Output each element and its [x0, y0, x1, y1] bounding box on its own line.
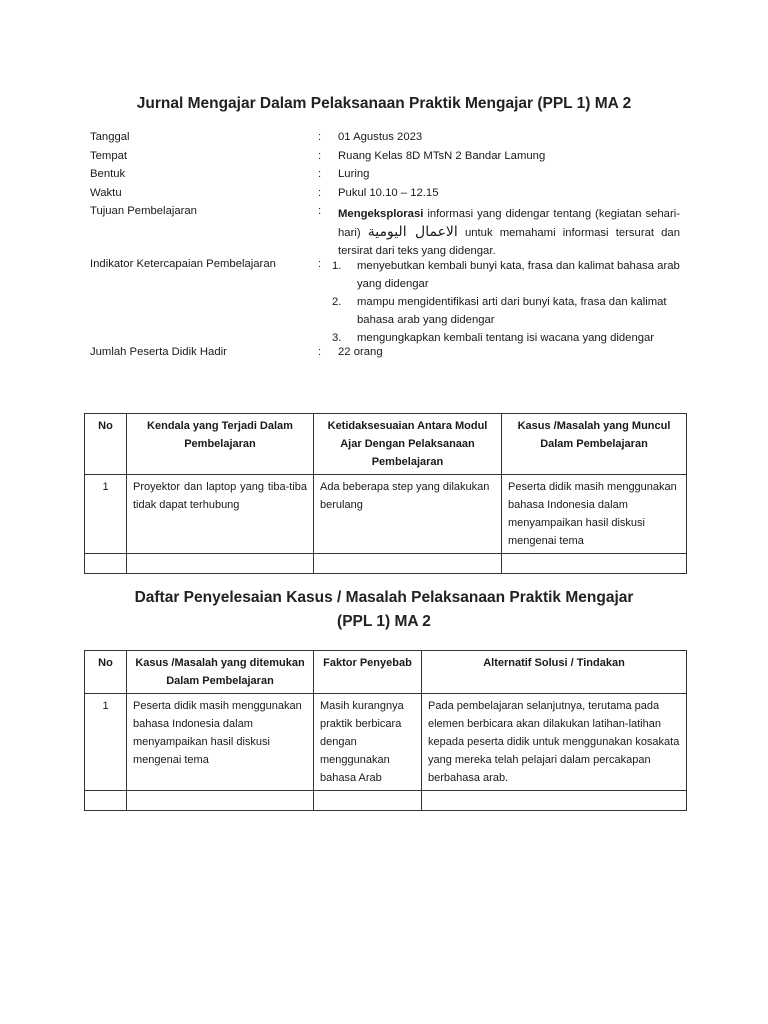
header-solusi: Alternatif Solusi / Tindakan: [422, 651, 687, 694]
colon: :: [318, 205, 322, 217]
colon: :: [318, 150, 322, 162]
item-text: mengungkapkan kembali tentang isi wacana yang didengar: [357, 332, 655, 344]
waktu-value: Pukul 10.10 – 12.15: [338, 187, 439, 199]
tujuan-part1: informasi yang didengar tentang (kegiatan sehari-hari): [338, 208, 680, 239]
cell-empty: [85, 554, 127, 574]
cell-ketidaksesuaian: Ada beberapa step yang dilakukan berulang: [314, 475, 502, 554]
table-row: [85, 694, 687, 791]
cell-no: 1: [85, 475, 127, 554]
indikator-label: Indikator Ketercapaian Pembelajaran: [90, 258, 276, 270]
colon: :: [318, 258, 322, 270]
cell-kasus: Peserta didik masih menggunakan bahasa Indonesia dalam menyampaikan hasil diskusi mengenai tema: [127, 694, 314, 791]
header-kasus: Kasus /Masalah yang ditemukan Dalam Pembelajaran: [127, 651, 314, 694]
kendala-table: [84, 413, 687, 574]
colon: :: [318, 187, 322, 199]
item-number: 1.: [332, 260, 342, 272]
tempat-label: Tempat: [90, 150, 128, 162]
journal-title: Jurnal Mengajar Dalam Pelaksanaan Praktik Mengajar (PPL 1) MA 2: [136, 95, 632, 112]
header-faktor: Faktor Penyebab: [314, 651, 422, 694]
cell-faktor: Masih kurangnya praktik berbicara dengan menggunakan bahasa Arab: [314, 694, 422, 791]
tujuan-part2: untuk memahami informasi tersurat dan tersirat dari teks yang didengar.: [338, 227, 680, 257]
list-item: [332, 258, 680, 293]
item-number: 3.: [332, 332, 342, 344]
colon: :: [318, 131, 322, 143]
table-row: [85, 475, 687, 554]
colon: :: [318, 168, 322, 180]
tujuan-bold: Mengeksplorasi: [338, 208, 424, 220]
item-text: menyebutkan kembali bunyi kata, frasa dan kalimat bahasa arab yang didengar: [357, 260, 680, 290]
solution-title-line2: (PPL 1) MA 2: [337, 613, 431, 630]
header-ketidaksesuaian: Ketidaksesuaian Antara Modul Ajar Dengan Pelaksanaan Pembelajaran: [314, 414, 502, 475]
solution-title-line1: Daftar Penyelesaian Kasus / Masalah Pelaksanaan Praktik Mengajar: [134, 589, 634, 606]
header-text: Kendala yang Terjadi Dalam Pembelajaran: [147, 420, 293, 450]
table-row-empty: [85, 554, 687, 574]
table-header-row: [85, 651, 687, 694]
cell-no: 1: [85, 694, 127, 791]
penyelesaian-table: [84, 650, 687, 811]
header-kendala: [127, 414, 314, 475]
tujuan-arabic: الاعمال اليومية: [367, 224, 458, 240]
header-no: No: [85, 414, 127, 475]
cell-empty: [422, 791, 687, 811]
cell-empty: [85, 791, 127, 811]
header-kasus: Kasus /Masalah yang Muncul Dalam Pembelajaran: [502, 414, 687, 475]
waktu-label: Waktu: [90, 187, 122, 199]
colon: :: [318, 346, 322, 358]
header-no: No: [85, 651, 127, 694]
cell-solusi: Pada pembelajaran selanjutnya, terutama pada elemen berbicara akan dilakukan latihan-latihan kepada peserta didik untuk menggunakan kosakata yang mereka telah pelajari dalam percakapan berbahasa arab.: [422, 694, 687, 791]
tempat-value: Ruang Kelas 8D MTsN 2 Bandar Lamung: [338, 150, 546, 162]
tanggal-value: 01 Agustus 2023: [338, 131, 423, 143]
bentuk-label: Bentuk: [90, 168, 126, 180]
item-text: mampu mengidentifikasi arti dari bunyi kata, frasa dan kalimat bahasa arab yang didengar: [357, 296, 667, 326]
cell-empty: [314, 554, 502, 574]
tujuan-label: Tujuan Pembelajaran: [90, 205, 197, 217]
cell-kasus: Peserta didik masih menggunakan bahasa Indonesia dalam menyampaikan hasil diskusi mengenai tema: [502, 475, 687, 554]
list-item: [332, 330, 680, 348]
jumlah-label: Jumlah Peserta Didik Hadir: [90, 346, 227, 358]
solution-title: [0, 586, 768, 634]
cell-kendala: Proyektor dan laptop yang tiba-tiba tidak dapat terhubung: [127, 475, 314, 554]
jumlah-value: 22 orang: [338, 346, 383, 358]
table-header-row: [85, 414, 687, 475]
table-row-empty: [85, 791, 687, 811]
cell-empty: [127, 554, 314, 574]
item-number: 2.: [332, 296, 342, 308]
tujuan-value: [338, 205, 680, 260]
cell-empty: [314, 791, 422, 811]
list-item: [332, 294, 680, 329]
cell-empty: [502, 554, 687, 574]
cell-empty: [127, 791, 314, 811]
tanggal-label: Tanggal: [90, 131, 130, 143]
bentuk-value: Luring: [338, 168, 370, 180]
indikator-list: [332, 258, 680, 349]
